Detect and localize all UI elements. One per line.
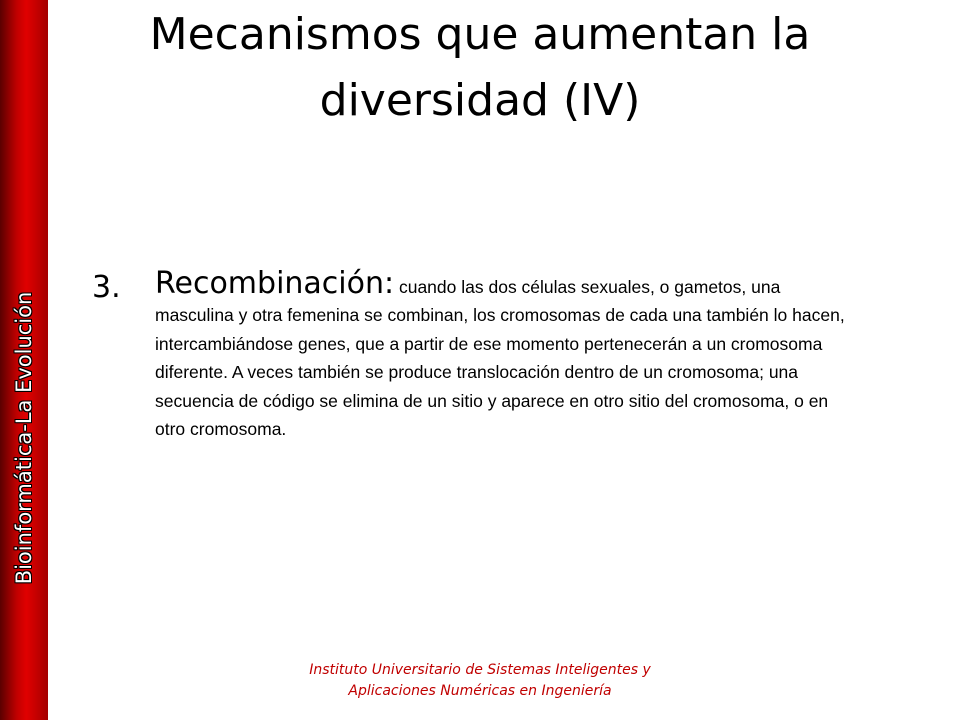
slide-title: Mecanismos que aumentan la diversidad (IV) xyxy=(149,9,811,126)
sidebar-band xyxy=(0,0,48,720)
item-text: cuando las dos células sexuales, o gametos, una masculina y otra femenina se combinan, los cromosomas de cada una también lo hacen, intercambiándose genes, que a partir de ese momento pertenecerán a un cromosoma diferente. A veces también se produce translocación dentro de un cromosoma; una secuencia de código se elimina de un sitio y aparece en otro sitio del cromosoma, o en otro cromosoma. xyxy=(155,277,845,440)
footer-line-2: Aplicaciones Numéricas en Ingeniería xyxy=(348,683,612,699)
footer-line-1: Instituto Universitario de Sistemas Inteligentes y xyxy=(309,662,651,678)
footer xyxy=(180,660,780,702)
item-number: 3. xyxy=(92,270,121,305)
sidebar-label: Bioinformática-La Evolución xyxy=(12,291,36,585)
item-body xyxy=(155,266,855,443)
item-term: Recombinación: xyxy=(155,266,395,301)
